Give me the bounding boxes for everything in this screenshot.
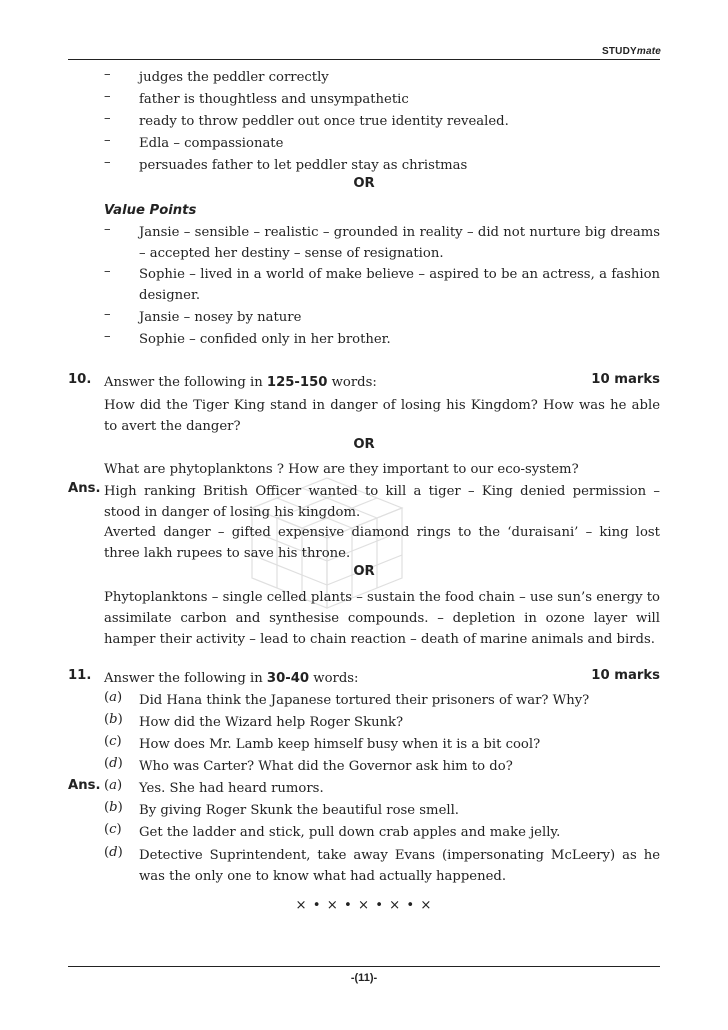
marks-label: 10 marks [591, 372, 660, 387]
sub-label: (b) [104, 712, 123, 727]
list-dash: – [104, 133, 111, 148]
question-number: 11. [68, 668, 92, 683]
question-prompt [104, 668, 358, 689]
sub-label: (d) [104, 845, 123, 860]
page-number: -(11)- [350, 972, 378, 984]
question-prompt [104, 372, 377, 393]
prompt-text: Answer the following in [104, 375, 267, 390]
value-point: Sophie – confided only in her brother. [139, 332, 391, 347]
or-divider: OR [353, 176, 375, 191]
prompt-text: Answer the following in [104, 671, 267, 686]
brand-mate: mate [636, 46, 662, 57]
word-count: 125-150 [266, 375, 328, 390]
list-dash: – [104, 155, 111, 170]
sub-question: How did the Wizard help Roger Skunk? [139, 715, 404, 730]
list-dash: – [104, 67, 111, 82]
sub-answer: Get the ladder and stick, pull down crab apples and make jelly. [139, 825, 561, 840]
value-point: Sophie – lived in a world of make believe – aspired to be an actress, a fashion designer. [139, 267, 660, 303]
prompt-text: words: [327, 375, 377, 390]
sub-label: (a) [104, 690, 123, 705]
list-item: ready to throw peddler out once true identity revealed. [139, 114, 509, 129]
answer-text: High ranking British Officer wanted to kill a tiger – King denied permission – stood in danger of losing his kingdom. [104, 484, 660, 520]
list-dash: – [104, 89, 111, 104]
marks-label: 10 marks [591, 668, 660, 683]
page-header-brand [602, 46, 661, 57]
list-dash: – [104, 307, 111, 322]
list-dash: – [104, 222, 111, 237]
or-divider: OR [353, 437, 375, 452]
value-points-heading: Value Points [104, 203, 197, 218]
end-mark: × • × • × • × • × [295, 898, 433, 913]
list-item: father is thoughtless and unsympathetic [139, 92, 409, 107]
list-item: Edla – compassionate [139, 136, 284, 151]
sub-answer: Yes. She had heard rumors. [139, 781, 324, 796]
word-count: 30-40 [266, 671, 310, 686]
list-item: persuades father to let peddler stay as christmas [139, 158, 468, 173]
sub-label: (b) [104, 800, 123, 815]
value-point: Jansie – sensible – realistic – grounded in reality – did not nurture big dreams – accepted her destiny – sense of resignation. [139, 225, 660, 261]
sub-answer: By giving Roger Skunk the beautiful rose smell. [139, 803, 459, 818]
sub-question: How does Mr. Lamb keep himself busy when it is a bit cool? [139, 737, 541, 752]
list-dash: – [104, 329, 111, 344]
or-divider: OR [353, 564, 375, 579]
sub-question: Who was Carter? What did the Governor ask him to do? [139, 759, 513, 774]
sub-label: (c) [104, 822, 122, 837]
footer-rule [68, 966, 660, 967]
question-number: 10. [68, 372, 92, 387]
brand-study: STUDY [602, 46, 637, 57]
sub-label: (a) [104, 778, 123, 793]
answer-label: Ans. [68, 481, 101, 496]
sub-question: Did Hana think the Japanese tortured their prisoners of war? Why? [139, 693, 590, 708]
sub-answer: Detective Suprintendent, take away Evans (impersonating McLeery) as he was the only one to know what had actually happened. [139, 848, 660, 884]
question-text: How did the Tiger King stand in danger of losing his Kingdom? How was he able to avert the danger? [104, 398, 660, 434]
sub-label: (c) [104, 734, 122, 749]
answer-text: Phytoplanktons – single celled plants – sustain the food chain – use sun’s energy to assimilate carbon and synthesise compounds. – depletion in ozone layer will hamper their activity – lead to chain reaction – death of marine animals and birds. [104, 590, 660, 647]
value-point: Jansie – nosey by nature [139, 310, 302, 325]
question-text: What are phytoplanktons ? How are they important to our eco-system? [104, 462, 579, 477]
list-dash: – [104, 111, 111, 126]
list-item: judges the peddler correctly [139, 70, 329, 85]
prompt-text: words: [309, 671, 359, 686]
list-dash: – [104, 264, 111, 279]
sub-label: (d) [104, 756, 123, 771]
answer-text: Averted danger – gifted expensive diamond rings to the ‘duraisani’ – king lost three lakh rupees to save his throne. [104, 525, 660, 561]
answer-label: Ans. [68, 778, 101, 793]
header-rule [68, 59, 660, 60]
